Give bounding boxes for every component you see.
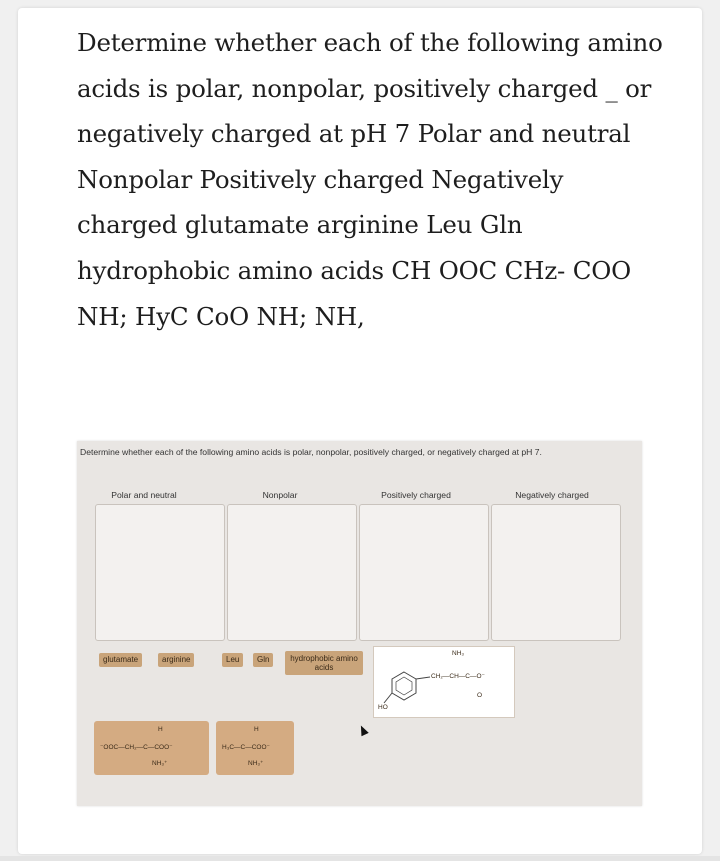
tyrosine-ho: HO xyxy=(378,704,388,711)
structure-alanine[interactable] xyxy=(216,721,294,775)
bottom-divider xyxy=(0,856,720,861)
column-header-positive: Positively charged xyxy=(381,490,451,500)
column-header-polar: Polar and neutral xyxy=(111,490,177,500)
column-header-negative: Negatively charged xyxy=(515,490,589,500)
structure-tyrosine[interactable] xyxy=(373,646,515,718)
mouse-cursor-icon xyxy=(357,724,368,736)
photo-instruction: Determine whether each of the following amino acids is polar, nonpolar, positively charged, or negatively charged at pH 7. xyxy=(80,447,542,457)
alanine-nh3: NH₃⁺ xyxy=(248,760,264,767)
glutamate-nh3: NH₃⁺ xyxy=(152,760,168,767)
glutamate-h: H xyxy=(158,726,163,733)
drop-zone-negative[interactable] xyxy=(491,504,621,641)
tyrosine-chain: CH₂—CH—C—O⁻ xyxy=(431,673,485,680)
alanine-h: H xyxy=(254,726,259,733)
column-header-nonpolar: Nonpolar xyxy=(262,490,298,500)
tyrosine-o: O xyxy=(477,692,483,699)
chip-leu[interactable]: Leu xyxy=(222,653,243,667)
chip-arginine[interactable]: arginine xyxy=(158,653,194,667)
question-text: Determine whether each of the following amino acids is polar, nonpolar, positively charged _ or negatively charged at pH 7 Polar and neutral Nonpolar Positively charged Negatively charged glutamate arginine Leu Gln hydrophobic amino acids CH OOC CHz- COO NH; HyC CoO NH; NH, xyxy=(77,28,663,331)
drop-zone-polar[interactable] xyxy=(95,504,225,641)
assignment-photo xyxy=(77,441,642,806)
chip-glutamate[interactable]: glutamate xyxy=(99,653,142,667)
chip-gln[interactable]: Gln xyxy=(253,653,273,667)
glutamate-chain: ⁻OOC—CH₂—C—COO⁻ xyxy=(100,744,173,751)
structure-glutamate[interactable] xyxy=(94,721,209,775)
drop-zone-nonpolar[interactable] xyxy=(227,504,357,641)
alanine-chain: H₃C—C—COO⁻ xyxy=(222,744,270,751)
drop-zone-positive[interactable] xyxy=(359,504,489,641)
tyrosine-nh3: NH₃ xyxy=(452,650,465,657)
chip-hydrophobic-amino-acids[interactable]: hydrophobic amino acids xyxy=(285,651,363,675)
tyrosine-ring-drawing xyxy=(374,647,514,717)
